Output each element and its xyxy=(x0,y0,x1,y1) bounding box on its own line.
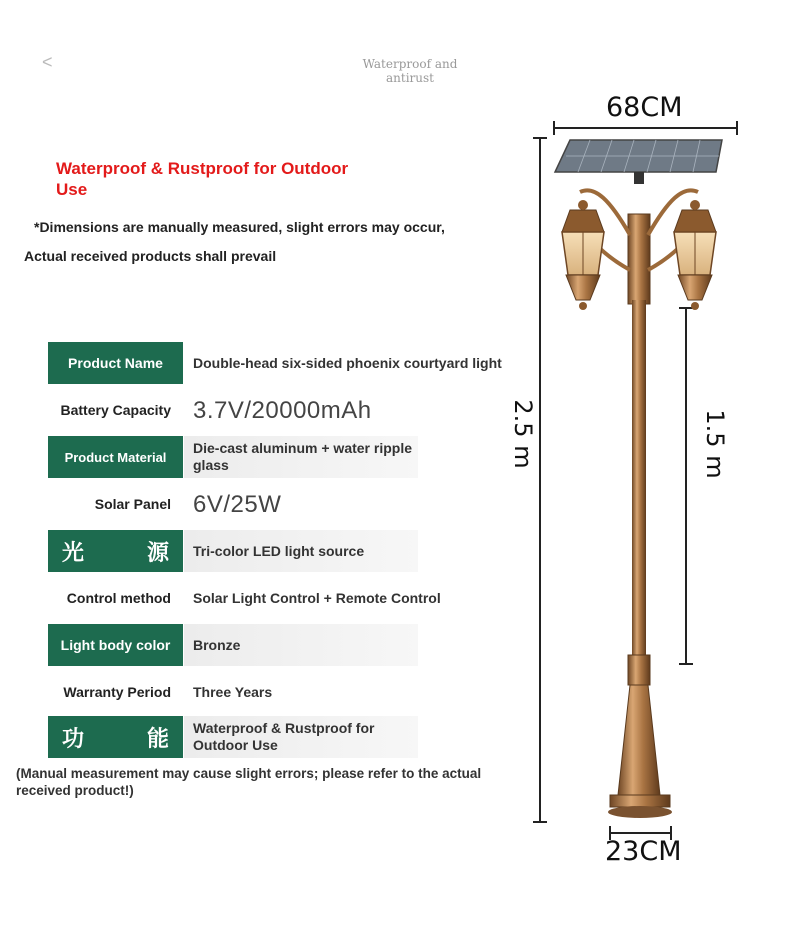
lamp-illustration xyxy=(500,110,790,900)
watermark xyxy=(355,57,465,85)
spec-label: Product Name xyxy=(48,342,183,384)
note-line-2: Actual received products shall prevail xyxy=(24,248,277,264)
spec-value: 3.7V/20000mAh xyxy=(193,396,372,424)
pole-height-dimension-line xyxy=(679,308,693,664)
spec-label xyxy=(48,530,183,572)
spec-value: Double-head six-sided phoenix courtyard light xyxy=(193,354,502,371)
spec-value: Waterproof & Rustproof for Outdoor Use xyxy=(184,716,418,758)
watermark-line-2: antirust xyxy=(386,71,434,85)
spec-value: Three Years xyxy=(193,683,273,700)
spec-value: Solar Light Control + Remote Control xyxy=(193,589,441,606)
spec-label-char-2: 能 xyxy=(146,726,169,752)
spec-label: Control method xyxy=(66,590,171,606)
left-lantern xyxy=(562,200,604,310)
spec-label: Light body color xyxy=(48,624,183,666)
spec-label xyxy=(48,716,183,758)
width-dimension-line xyxy=(554,121,737,135)
spec-value: Bronze xyxy=(184,624,418,666)
back-icon[interactable]: < xyxy=(42,52,53,72)
watermark-line-1: Waterproof and xyxy=(362,57,458,71)
headline: Waterproof & Rustproof for Outdoor Use xyxy=(56,159,349,199)
footnote: (Manual measurement may cause slight errors; please refer to the actual received product!) xyxy=(16,766,482,798)
solar-panel xyxy=(555,140,722,184)
dimension-width-label: 68CM xyxy=(606,92,683,123)
spec-label: Warranty Period xyxy=(63,684,171,700)
spec-value: Die-cast aluminum + water ripple glass xyxy=(184,436,418,478)
spec-label-char-1: 光 xyxy=(62,540,85,566)
spec-value: Tri-color LED light source xyxy=(184,530,418,572)
spec-label: Product Material xyxy=(48,436,183,478)
dimension-total-height-label: 2.5 m xyxy=(509,399,537,469)
note-line-1: *Dimensions are manually measured, slight errors may occur, xyxy=(34,219,445,235)
lamp-pole xyxy=(608,214,672,818)
spec-label-char-1: 功 xyxy=(62,726,85,752)
height-dimension-line xyxy=(533,138,547,822)
spec-label: Battery Capacity xyxy=(60,402,171,418)
right-lantern xyxy=(674,200,716,310)
spec-label: Solar Panel xyxy=(94,496,171,512)
dimension-pole-height-label: 1.5 m xyxy=(701,409,729,479)
dimension-base-label: 23CM xyxy=(605,836,682,867)
spec-value: 6V/25W xyxy=(193,490,282,518)
spec-label-char-2: 源 xyxy=(146,540,169,566)
